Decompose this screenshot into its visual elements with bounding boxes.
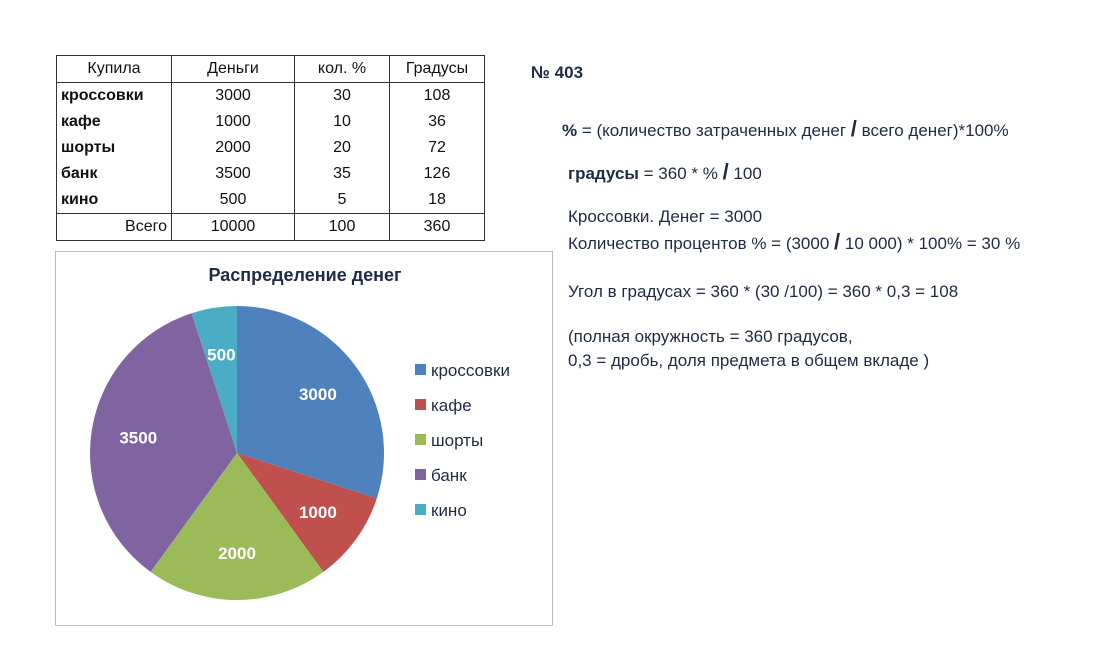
table-cell: 5 (295, 187, 390, 214)
pie-data-label: 3000 (298, 385, 337, 405)
chart-legend (415, 361, 510, 520)
table-cell: 10 (295, 109, 390, 135)
percent-calc-part: Количество процентов % = (3000 (568, 234, 835, 253)
degrees-formula-part: = 360 * % (638, 164, 723, 183)
pie-data-label: 500 (207, 345, 236, 365)
legend-label: банк (431, 466, 467, 485)
table-cell: 30 (295, 83, 390, 110)
degrees-formula-part: 100 (728, 164, 762, 183)
table-header-cell: Деньги (172, 56, 295, 83)
chart-title: Распределение денег (208, 265, 402, 285)
percent-symbol: % (562, 121, 578, 140)
table-row (57, 109, 485, 135)
legend-label: шорты (431, 431, 484, 450)
table-cell: кафе (57, 109, 172, 135)
data-table (56, 55, 485, 241)
table-total-cell: 360 (390, 214, 485, 241)
percent-formula-part: = (количество затраченных денег (577, 121, 851, 140)
table-cell: банк (57, 161, 172, 187)
table-total-cell: 100 (295, 214, 390, 241)
division-slash: / (850, 116, 857, 141)
problem-number: № 403 (531, 63, 584, 82)
table-row (57, 161, 485, 187)
table-cell: 2000 (172, 135, 295, 161)
fraction-note: 0,3 = дробь, доля предмета в общем вкладе ) (568, 351, 930, 370)
pie-data-label: 3500 (119, 428, 158, 448)
table-cell: 72 (390, 135, 485, 161)
table-header-cell: Купила (57, 56, 172, 83)
division-slash: / (834, 229, 841, 254)
table-row (57, 83, 485, 110)
legend-swatch (415, 434, 426, 445)
legend-swatch (415, 399, 426, 410)
legend-label: кино (431, 501, 467, 520)
sneakers-money-note: Кроссовки. Денег = 3000 (568, 207, 763, 226)
table-header-cell: кол. % (295, 56, 390, 83)
percent-calc-part: 10 000) * 100% = 30 % (840, 234, 1021, 253)
table-total-cell: 10000 (172, 214, 295, 241)
pie-chart-frame (55, 251, 553, 626)
table-cell: 126 (390, 161, 485, 187)
table-cell: кино (57, 187, 172, 214)
legend-swatch (415, 504, 426, 515)
table-cell: 1000 (172, 109, 295, 135)
circle-note: (полная окружность = 360 градусов, (568, 327, 853, 346)
degrees-formula (568, 159, 762, 184)
degrees-word: градусы (568, 164, 639, 183)
table-header-row (57, 56, 485, 83)
table-cell: шорты (57, 135, 172, 161)
legend-swatch (415, 469, 426, 480)
angle-calculation: Угол в градусах = 360 * (30 /100) = 360 * 0,3 = 108 (568, 282, 959, 301)
table-cell: 18 (390, 187, 485, 214)
table-total-cell: Всего (57, 214, 172, 241)
legend-label: кроссовки (431, 361, 510, 380)
table-cell: кроссовки (57, 83, 172, 110)
table-cell: 108 (390, 83, 485, 110)
table-row (57, 187, 485, 214)
pie-data-label: 1000 (298, 502, 337, 522)
percent-calculation (568, 229, 1021, 254)
table-row (57, 135, 485, 161)
table-cell: 35 (295, 161, 390, 187)
table-cell: 3000 (172, 83, 295, 110)
legend-swatch (415, 364, 426, 375)
pie-data-label: 2000 (218, 543, 256, 563)
percent-formula (562, 116, 1009, 141)
percent-formula-part: всего денег)*100% (856, 121, 1009, 140)
table-cell: 3500 (172, 161, 295, 187)
table-header-cell: Градусы (390, 56, 485, 83)
table-cell: 500 (172, 187, 295, 214)
table-cell: 20 (295, 135, 390, 161)
division-slash: / (722, 159, 729, 184)
table-total-row (57, 214, 485, 241)
table-cell: 36 (390, 109, 485, 135)
legend-label: кафе (431, 396, 472, 415)
pie-chart (56, 252, 552, 625)
